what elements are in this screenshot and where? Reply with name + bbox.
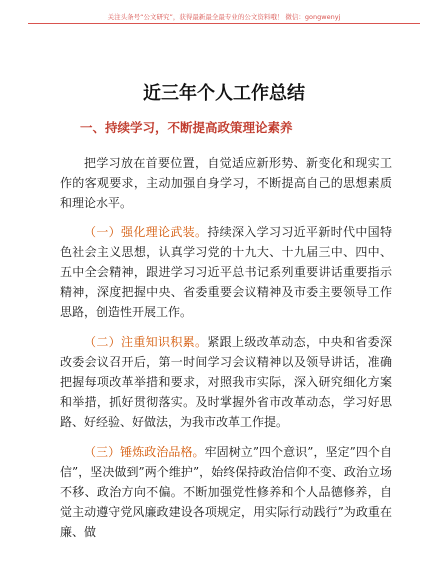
item-1-text: 持续深入学习习近平新时代中国特色社会主义思想，认真学习党的十九大、十九届三中、四中、五中全会精神，跟进学习习近平总书记系列重要讲话重要指示精神，深度把握中央、省委重要会议精神及市委主要领导工作思路，创造性开展工作。 <box>60 225 392 319</box>
item-3-text: 牢固树立”四个意识”，坚定”四个自信”，坚决做到”两个维护”，始终保持政治信仰不变、政治立场不移、政治方向不偏。不断加强党性修养和个人品德修养，自觉主动遵守党风廉政建设各项规定，用实际行动践行”为政重在廉、做 <box>60 445 392 539</box>
item-2-label: （二）注重知识积累。 <box>84 335 208 349</box>
item-3-label: （三）锤炼政治品格。 <box>84 445 205 459</box>
intro-paragraph: 把学习放在首要位置，自觉适应新形势、新变化和现实工作的客观要求，主动加强自身学习，不断提高自己的思想素质和理论水平。 <box>60 156 392 210</box>
paragraph-item-1 <box>60 222 392 322</box>
paragraph-item-3 <box>60 442 392 542</box>
section-heading: 一、持续学习，不断提高政策理论素养 <box>80 120 293 135</box>
header-note: 关注头条号“公文研究”，获得最新最全最专业的公文资料哦！ 微信：gongwenyj <box>107 13 341 21</box>
document-title: 近三年个人工作总结 <box>143 83 305 104</box>
item-1-label: （一）强化理论武装。 <box>84 225 208 239</box>
paragraph-item-2 <box>60 332 392 432</box>
header-divider <box>28 23 420 24</box>
item-2-text: 紧跟上级改革动态，中央和省委深改委会议召开后，第一时间学习会议精神以及领导讲话，准确把握每项改革举措和要求，对照我市实际，深入研究细化方案和举措，抓好贯彻落实。及时掌握外省市改革动态，学习好思路、好经验、好做法，为我市改革工作提。 <box>60 335 392 429</box>
